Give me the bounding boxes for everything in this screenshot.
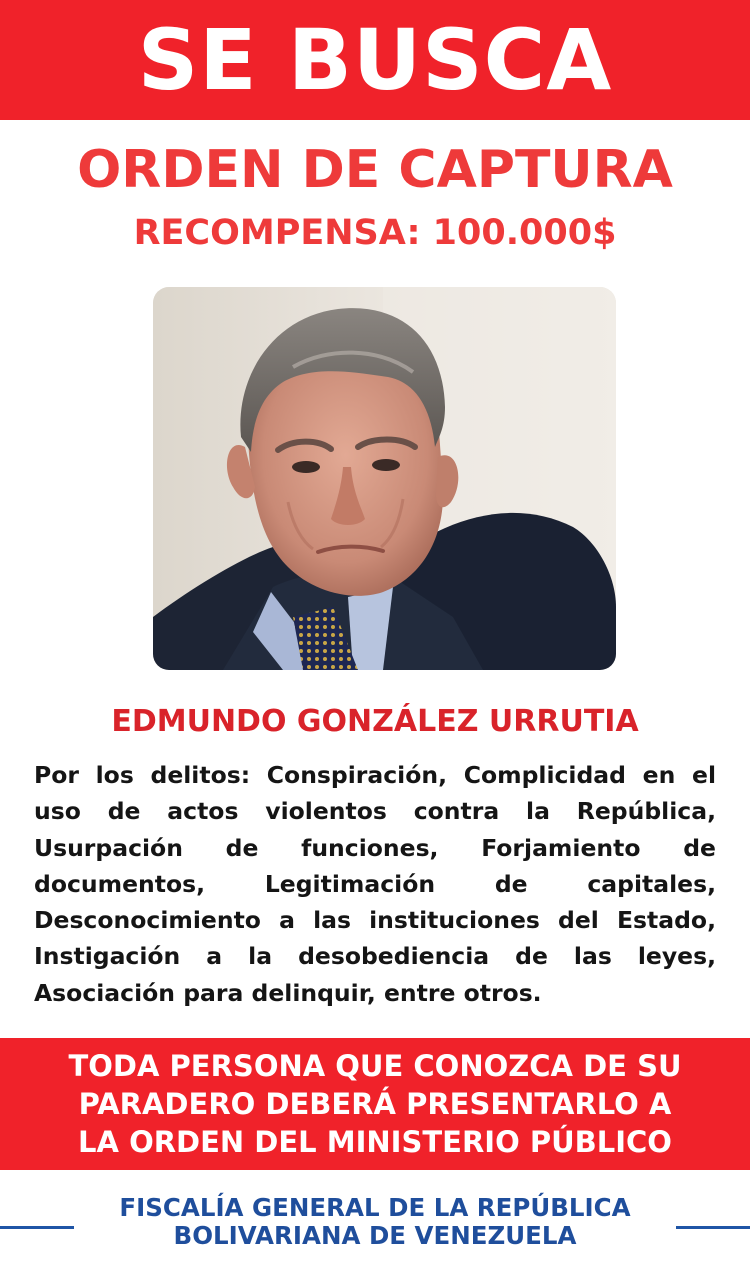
portrait-photo (153, 287, 616, 670)
poster-subtitle: ORDEN DE CAPTURA (77, 140, 673, 200)
organization-line-1: FISCALÍA GENERAL DE LA REPÚBLICA (119, 1193, 631, 1222)
notice-line-1: TODA PERSONA QUE CONOZCA DE SU (68, 1049, 682, 1083)
notice-line-3: LA ORDEN DEL MINISTERIO PÚBLICO (78, 1125, 672, 1159)
footer (0, 1190, 750, 1260)
notice-text (25, 1047, 725, 1161)
poster-title: SE BUSCA (137, 11, 613, 109)
notice-line-2: PARADERO DEBERÁ PRESENTARLO A (78, 1087, 672, 1121)
top-banner (0, 0, 750, 120)
charges-paragraph: Por los delitos: Conspiración, Complicidad en el uso de actos violentos contra la República, Usurpación de funciones, Forjamiento de documentos, Legitimación de capitales, Desconocimiento a las instituciones del Estado, Instigación a la desobediencia de las leyes, Asociación para delinquir, entre otros. (34, 761, 716, 1007)
portrait-photo-illustration (153, 287, 616, 670)
footer-divider-left (0, 1226, 74, 1229)
organization-line-2: BOLIVARIANA DE VENEZUELA (173, 1221, 577, 1250)
notice-banner (0, 1038, 750, 1170)
reward-amount: RECOMPENSA: 100.000$ (133, 213, 617, 253)
issuing-organization (80, 1194, 670, 1250)
wanted-person-name: EDMUNDO GONZÁLEZ URRUTIA (111, 704, 639, 739)
footer-divider-right (676, 1226, 750, 1229)
